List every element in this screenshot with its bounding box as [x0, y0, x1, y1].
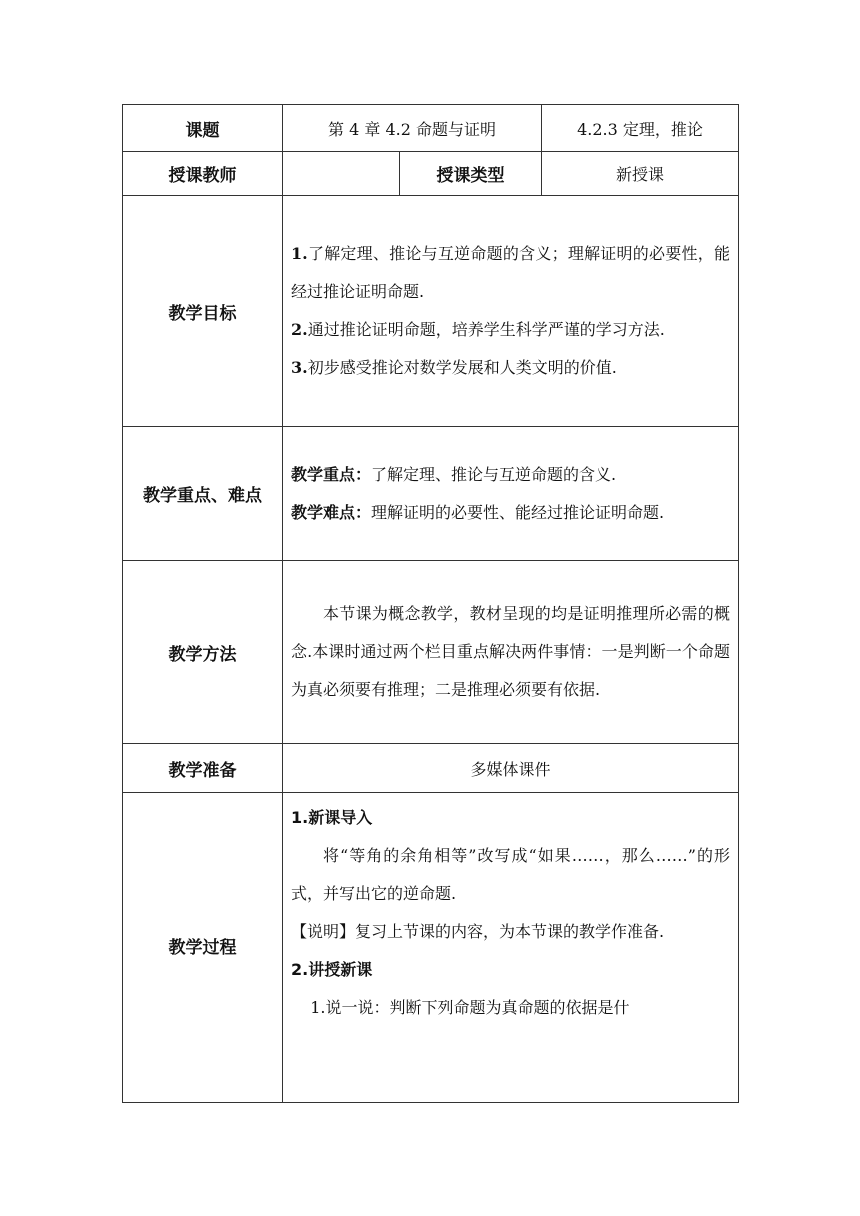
goals-content: [283, 196, 739, 427]
row-prep: [123, 744, 739, 793]
method-content: [283, 561, 739, 744]
lesson-type-value: 新授课: [542, 152, 739, 196]
goal-item: 3.初步感受推论对数学发展和人类文明的价值.: [291, 358, 617, 377]
chapter-cell: 第 4 章 4.2 命题与证明: [283, 105, 542, 152]
process-content: [283, 793, 739, 1103]
discussion-text: 1.说一说：判断下列命题为真命题的依据是什: [310, 998, 630, 1017]
row-process: [123, 793, 739, 1103]
key-point: 教学重点：了解定理、推论与互逆命题的含义.: [291, 464, 617, 484]
lesson-type-label: 授课类型: [400, 152, 542, 196]
row-goals: [123, 196, 739, 427]
teacher-value: [283, 152, 400, 196]
method-text: 本节课为概念教学，教材呈现的均是证明推理所必需的概念.本课时通过两个栏目重点解决两件事情：一是判断一个命题为真必须要有推理；二是推理必须要有依据.: [291, 604, 731, 699]
row-method: [123, 561, 739, 744]
teacher-label: 授课教师: [123, 152, 283, 196]
prep-value: 多媒体课件: [283, 744, 739, 793]
process-label: 教学过程: [123, 793, 283, 1103]
row-key-points: [123, 427, 739, 561]
title-label: 课题: [123, 105, 283, 152]
section-cell: 4.2.3 定理，推论: [542, 105, 739, 152]
row-title: [123, 105, 739, 152]
key-points-label: 教学重点、难点: [123, 427, 283, 561]
section-heading: 1.新课导入: [291, 808, 373, 827]
difficult-point: 教学难点：理解证明的必要性、能经过推论证明命题.: [291, 502, 665, 522]
goal-item: 1.了解定理、推论与互逆命题的含义；理解证明的必要性，能经过推论证明命题.: [291, 244, 731, 301]
method-label: 教学方法: [123, 561, 283, 744]
intro-text: 将“等角的余角相等”改写成“如果……，那么……”的形式，并写出它的逆命题.: [291, 846, 731, 903]
prep-label: 教学准备: [123, 744, 283, 793]
section-heading: 2.讲授新课: [291, 960, 373, 979]
goals-label: 教学目标: [123, 196, 283, 427]
note-text: 【说明】复习上节课的内容，为本节课的教学作准备.: [291, 922, 665, 941]
lesson-plan-table: [122, 104, 739, 1103]
key-points-content: [283, 427, 739, 561]
goal-item: 2.通过推论证明命题，培养学生科学严谨的学习方法.: [291, 320, 665, 339]
row-teacher: [123, 152, 739, 196]
